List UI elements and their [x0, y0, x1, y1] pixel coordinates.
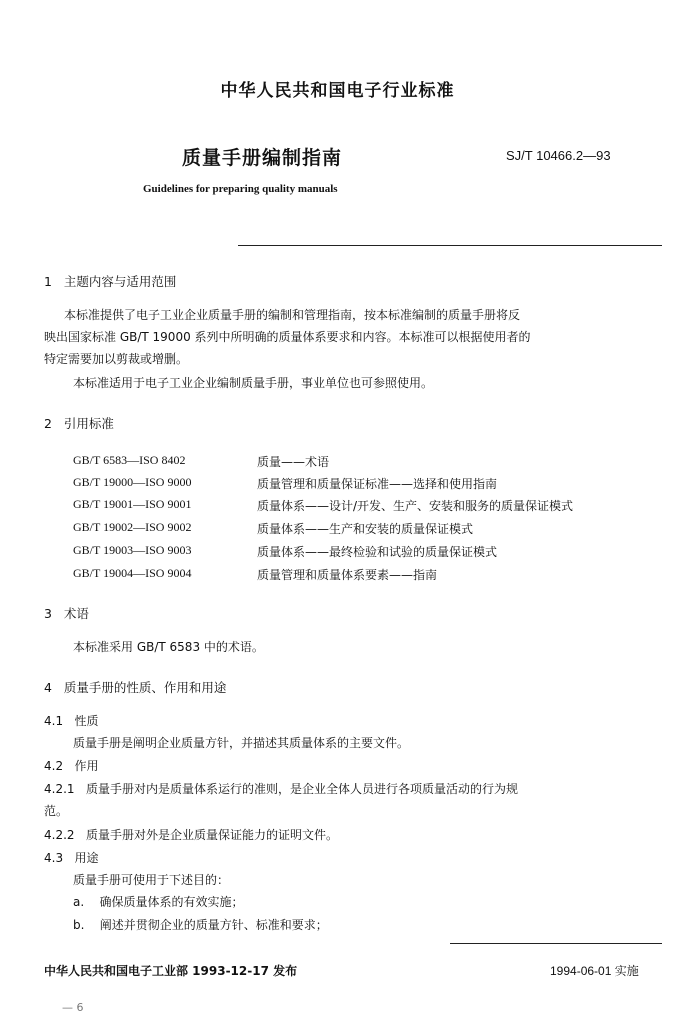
section-1-heading	[44, 271, 176, 292]
list-item-text: 阐述并贯彻企业的质量方针、标准和要求；	[99, 918, 328, 932]
clause-4-2-2	[44, 825, 338, 846]
section-3-heading	[44, 603, 89, 624]
section-4-heading	[44, 677, 226, 698]
clause-number: 4.2.1	[44, 782, 75, 796]
subsection-4-1-text: 质量手册是阐明企业质量方针，并描述其质量体系的主要文件。	[73, 736, 410, 750]
effective-date: 1994-06-01 实施	[550, 964, 639, 978]
standard-category-header: 中华人民共和国电子行业标准	[220, 81, 455, 101]
clause-4-2-1-line1	[44, 779, 518, 800]
page-number: — 6	[62, 1001, 84, 1014]
subsection-title: 用途	[74, 851, 99, 865]
reference-code: GB/T 19002—ISO 9002	[73, 520, 192, 534]
english-title: Guidelines for preparing quality manuals	[143, 183, 338, 195]
list-item-label: a.	[73, 895, 85, 909]
reference-code: GB/T 19004—ISO 9004	[73, 566, 192, 580]
clause-number: 4.2.2	[44, 828, 75, 842]
reference-title: 质量管理和质量体系要素——指南	[257, 568, 438, 582]
subsection-number: 4.3	[44, 851, 64, 865]
issuer-line: 中华人民共和国电子工业部 1993-12-17 发布	[44, 964, 298, 978]
clause-text: 质量手册对外是企业质量保证能力的证明文件。	[86, 828, 339, 842]
section-1-para2: 本标准适用于电子工业企业编制质量手册，事业单位也可参照使用。	[73, 376, 434, 390]
footer-divider	[450, 943, 662, 944]
section-title: 主题内容与适用范围	[63, 274, 177, 289]
list-item-label: b.	[73, 918, 85, 932]
section-number: 1	[44, 274, 52, 289]
subsection-number: 4.2	[44, 759, 64, 773]
header-divider	[238, 245, 662, 246]
list-item-b	[73, 915, 328, 936]
reference-code: GB/T 19001—ISO 9001	[73, 497, 192, 511]
subsection-4-3-intro: 质量手册可使用于下述目的：	[73, 873, 230, 887]
section-title: 术语	[63, 606, 89, 621]
subsection-4-2-heading	[44, 756, 99, 777]
subsection-4-3-heading	[44, 848, 99, 869]
section-number: 4	[44, 680, 52, 695]
section-title: 引用标准	[63, 416, 114, 431]
reference-title: 质量管理和质量保证标准——选择和使用指南	[257, 477, 498, 491]
reference-code: GB/T 19003—ISO 9003	[73, 543, 192, 557]
subsection-number: 4.1	[44, 714, 64, 728]
reference-title: 质量——术语	[257, 455, 330, 469]
standard-number: SJ/T 10466.2—93	[506, 148, 611, 163]
list-item-a	[73, 892, 243, 913]
section-title: 质量手册的性质、作用和用途	[63, 680, 227, 695]
section-1-para1-line3: 特定需要加以剪裁或增删。	[44, 352, 189, 366]
list-item-text: 确保质量体系的有效实施；	[99, 895, 244, 909]
reference-title: 质量体系——设计/开发、生产、安装和服务的质量保证模式	[257, 499, 574, 513]
reference-title: 质量体系——最终检验和试验的质量保证模式	[257, 545, 498, 559]
section-2-heading	[44, 413, 114, 434]
section-number: 3	[44, 606, 52, 621]
section-1-para1-line2: 映出国家标准 GB/T 19000 系列中所明确的质量体系要求和内容。本标准可以根据使用者的	[44, 330, 531, 344]
clause-text: 质量手册对内是质量体系运行的准则，是企业全体人员进行各项质量活动的行为规	[86, 782, 519, 796]
subsection-title: 性质	[74, 714, 99, 728]
reference-code: GB/T 6583—ISO 8402	[73, 453, 186, 467]
section-3-para: 本标准采用 GB/T 6583 中的术语。	[73, 640, 264, 654]
subsection-4-1-heading	[44, 711, 99, 732]
reference-title: 质量体系——生产和安装的质量保证模式	[257, 522, 474, 536]
reference-code: GB/T 19000—ISO 9000	[73, 475, 192, 489]
document-title: 质量手册编制指南	[182, 147, 343, 169]
clause-4-2-1-line2: 范。	[44, 804, 69, 818]
section-number: 2	[44, 416, 52, 431]
subsection-title: 作用	[74, 759, 99, 773]
section-1-para1-line1: 本标准提供了电子工业企业质量手册的编制和管理指南，按本标准编制的质量手册将反	[64, 308, 521, 322]
